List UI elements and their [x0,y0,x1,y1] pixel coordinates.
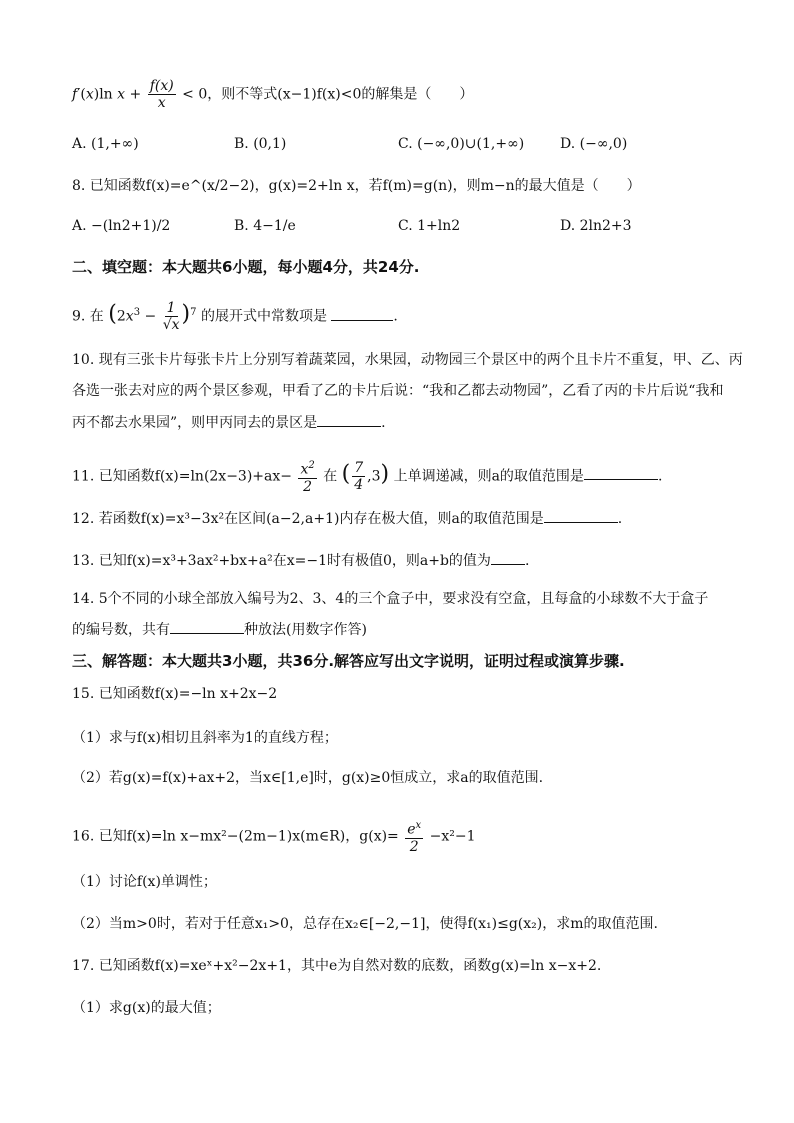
answer-blank[interactable] [491,550,525,565]
question-10-line-3: 丙不都去水果园”，则甲丙同去的景区是 . [72,412,732,433]
q7-option-d: D. (−∞,0) [560,136,628,152]
question-7-stem-tail: ，则不等式(x−1)f(x)<0的解集是（ ） [207,86,474,103]
question-16-stem [72,818,732,855]
question-14-line-1: 14. 5个不同的小球全部放入编号为2、3、4的三个盒子中，要求没有空盒，且每盒的小球数不大于盒子 [72,591,709,607]
question-13: 13. 已知f(x)=x³+3ax²+bx+a²在x=−1时有极值0，则a+b的值为 . [72,550,732,571]
q9-prefix: 9. 在 [72,308,104,325]
fraction: $\frac{e^x}{2}$ [407,820,422,855]
answer-blank[interactable] [317,412,381,427]
q7-option-b: B. (0,1) [234,136,287,152]
section-2-heading: 二、填空题：本大题共6小题，每小题4分，共24分. [72,258,420,276]
q7-option-c: C. (−∞,0)∪(1,+∞) [398,136,525,152]
question-14-line-2 [72,619,732,640]
question-10-line-2: 各选一张去对应的两个景区参观，甲看了乙的卡片后说：“我和乙都去动物园”，乙看了丙的卡片后说“我和 [72,383,724,399]
answer-blank[interactable] [331,306,393,321]
question-11: 11. 已知函数f(x)=ln(2x−3)+ax− $\frac{x^2}{2}$ 在 ( $\frac{7}{4}$ ,3) 上单调递减，则a的取值范围是 . [72,459,663,495]
question-17-part-1: （1）求g(x)的最大值； [72,1000,221,1016]
question-12: 12. 若函数f(x)=x³−3x²在区间(a−2,a+1)内存在极大值，则a的取值范围是 . [72,508,732,529]
question-9: 9. 在 ($2x^3$ − $\frac{1}{√x}$ )$^7$ 的展开式中常数项是 . [72,300,398,333]
q13-text: 13. 已知f(x)=x³+3ax²+bx+a²在x=−1时有极值0，则a+b的值为 [72,553,491,569]
question-10-line-1: 10. 现有三张卡片每张卡片上分别写着蔬菜园，水果园，动物园三个景区中的两个且卡片不重复，甲、乙、丙 [72,352,743,368]
q8-option-c: C. 1+ln2 [398,218,461,234]
q7-option-a: A. (1,+∞) [72,136,139,152]
question-15-part-2: （2）若g(x)=f(x)+ax+2，当x∈[1,e]时，g(x)≥0恒成立，求a的取值范围. [72,770,544,786]
answer-blank[interactable] [544,508,618,523]
q12-text: 12. 若函数f(x)=x³−3x²在区间(a−2,a+1)内存在极大值，则a的取值范围是 [72,511,544,527]
question-17-stem: 17. 已知函数f(x)=xeˣ+x²−2x+1，其中e为自然对数的底数，函数g(x)=ln x−x+2. [72,958,602,974]
fraction: $\frac{7}{4}$ [354,459,364,493]
q11-text-1: 11. 已知函数f(x)=ln(2x−3)+ax− [72,468,293,485]
q11-text-2: 在 [323,468,338,485]
question-16-part-1: （1）讨论f(x)单调性； [72,874,217,890]
answer-blank[interactable] [584,465,658,480]
question-8-stem: 8. 已知函数f(x)=e^(x/2−2)，g(x)=2+ln x，若f(m)=g(n)，则m−n的最大值是（ ） [72,178,641,194]
q16-stem-b: −x²−1 [429,828,476,845]
answer-blank[interactable] [170,619,244,634]
q14-line-2b: 种放法(用数字作答) [244,622,367,638]
question-15-part-1: （1）求与f(x)相切且斜率为1的直线方程； [72,730,338,746]
q9-end: . [393,308,398,325]
q8-option-b: B. 4−1/e [234,218,296,234]
q9-suffix: 的展开式中常数项是 [200,308,327,325]
q8-option-d: D. 2ln2+3 [560,218,632,234]
fraction: $\frac{f(x)}{x}$ [149,78,174,111]
fraction: $\frac{x^2}{2}$ [300,460,315,495]
question-7-stem: f′(x)ln x + $\frac{f(x)}{x}$ < 0，则不等式(x−1)f(x)<0的解集是（ ） [72,78,474,111]
q8-option-a: A. −(ln2+1)/2 [72,218,171,234]
section-3-heading: 三、解答题：本大题共3小题，共36分.解答应写出文字说明，证明过程或演算步骤. [72,652,625,670]
q10-line-3-text: 丙不都去水果园”，则甲丙同去的景区是 [72,415,318,431]
fraction: $\frac{1}{√x}$ [162,300,180,333]
question-15-stem: 15. 已知函数f(x)=−ln x+2x−2 [72,686,278,702]
question-16-part-2: （2）当m>0时，若对于任意x₁>0，总存在x₂∈[−2,−1]，使得f(x₁)≤g(x₂)，求m的取值范围. [72,916,658,932]
q16-stem-a: 16. 已知f(x)=ln x−mx²−(2m−1)x(m∈R)，g(x)= [72,828,399,845]
q11-text-3: 上单调递减，则a的取值范围是 [393,468,584,485]
q14-line-2a: 的编号数，共有 [72,622,170,638]
